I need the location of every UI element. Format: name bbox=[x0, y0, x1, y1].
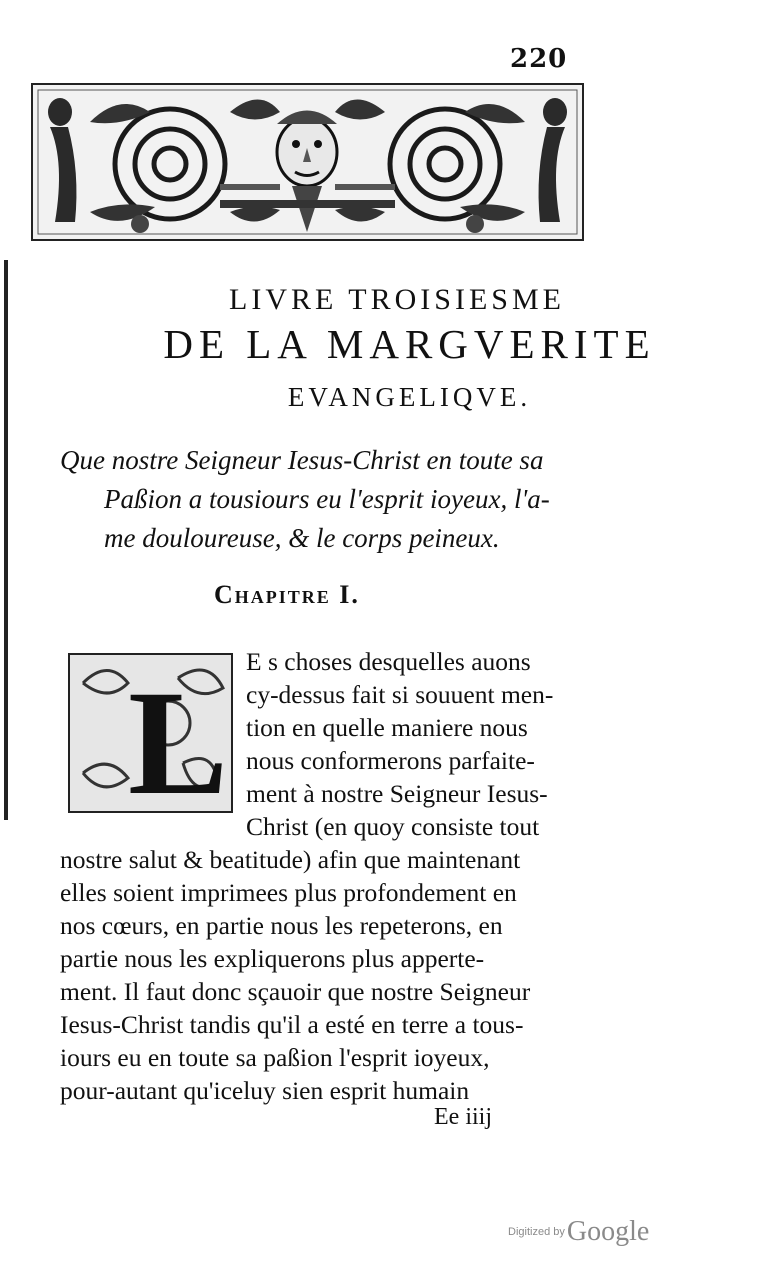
body-line: Iesus-Christ tandis qu'il a esté en terre a tous- bbox=[60, 1010, 524, 1039]
body-line: ment à nostre Seigneur Iesus- bbox=[246, 779, 548, 808]
chapter-summary bbox=[60, 441, 580, 558]
summary-line: Paßion a tousiours eu l'esprit ioyeux, l'a- bbox=[104, 484, 550, 514]
body-line: nos cœurs, en partie nous les repeterons, en bbox=[60, 911, 503, 940]
body-line: elles soient imprimees plus profondement en bbox=[60, 878, 517, 907]
summary-line: Que nostre Seigneur Iesus-Christ en toute sa bbox=[60, 445, 544, 475]
digitization-watermark bbox=[508, 1216, 649, 1248]
book-title-line-2: DE LA MARGVERITE bbox=[163, 321, 656, 367]
body-line: nous conformerons parfaite- bbox=[246, 746, 535, 775]
body-line: E s choses desquelles auons bbox=[246, 647, 531, 676]
body-line: pour-autant qu'iceluy sien esprit humain bbox=[60, 1076, 470, 1105]
body-line: partie nous les expliquerons plus apperte- bbox=[60, 944, 485, 973]
catchword: Ee iiij bbox=[434, 1104, 492, 1130]
google-logo: Google bbox=[566, 1216, 650, 1247]
watermark-small-text: Digitized by bbox=[508, 1226, 565, 1238]
page-number: 220 bbox=[510, 44, 568, 74]
initial-letter: L bbox=[128, 660, 229, 813]
summary-line: me douloureuse, & le corps peineux. bbox=[104, 523, 500, 553]
body-line: iours eu en toute sa paßion l'esprit ioyeux, bbox=[60, 1043, 490, 1072]
ornamental-headpiece bbox=[30, 82, 585, 242]
body-line: nostre salut & beatitude) afin que maintenant bbox=[60, 845, 521, 874]
body-line: ment. Il faut donc sçauoir que nostre Seigneur bbox=[60, 977, 531, 1006]
body-line: Christ (en quoy consiste tout bbox=[246, 812, 540, 841]
chapter-heading: Chapitre I. bbox=[214, 580, 360, 609]
book-title-line-3: EVANGELIQVE. bbox=[287, 382, 532, 412]
book-title-line-1: LIVRE TROISIESME bbox=[229, 283, 565, 316]
body-line: cy-dessus fait si souuent men- bbox=[246, 680, 554, 709]
decorated-initial bbox=[68, 653, 233, 813]
body-line: tion en quelle maniere nous bbox=[246, 713, 528, 742]
